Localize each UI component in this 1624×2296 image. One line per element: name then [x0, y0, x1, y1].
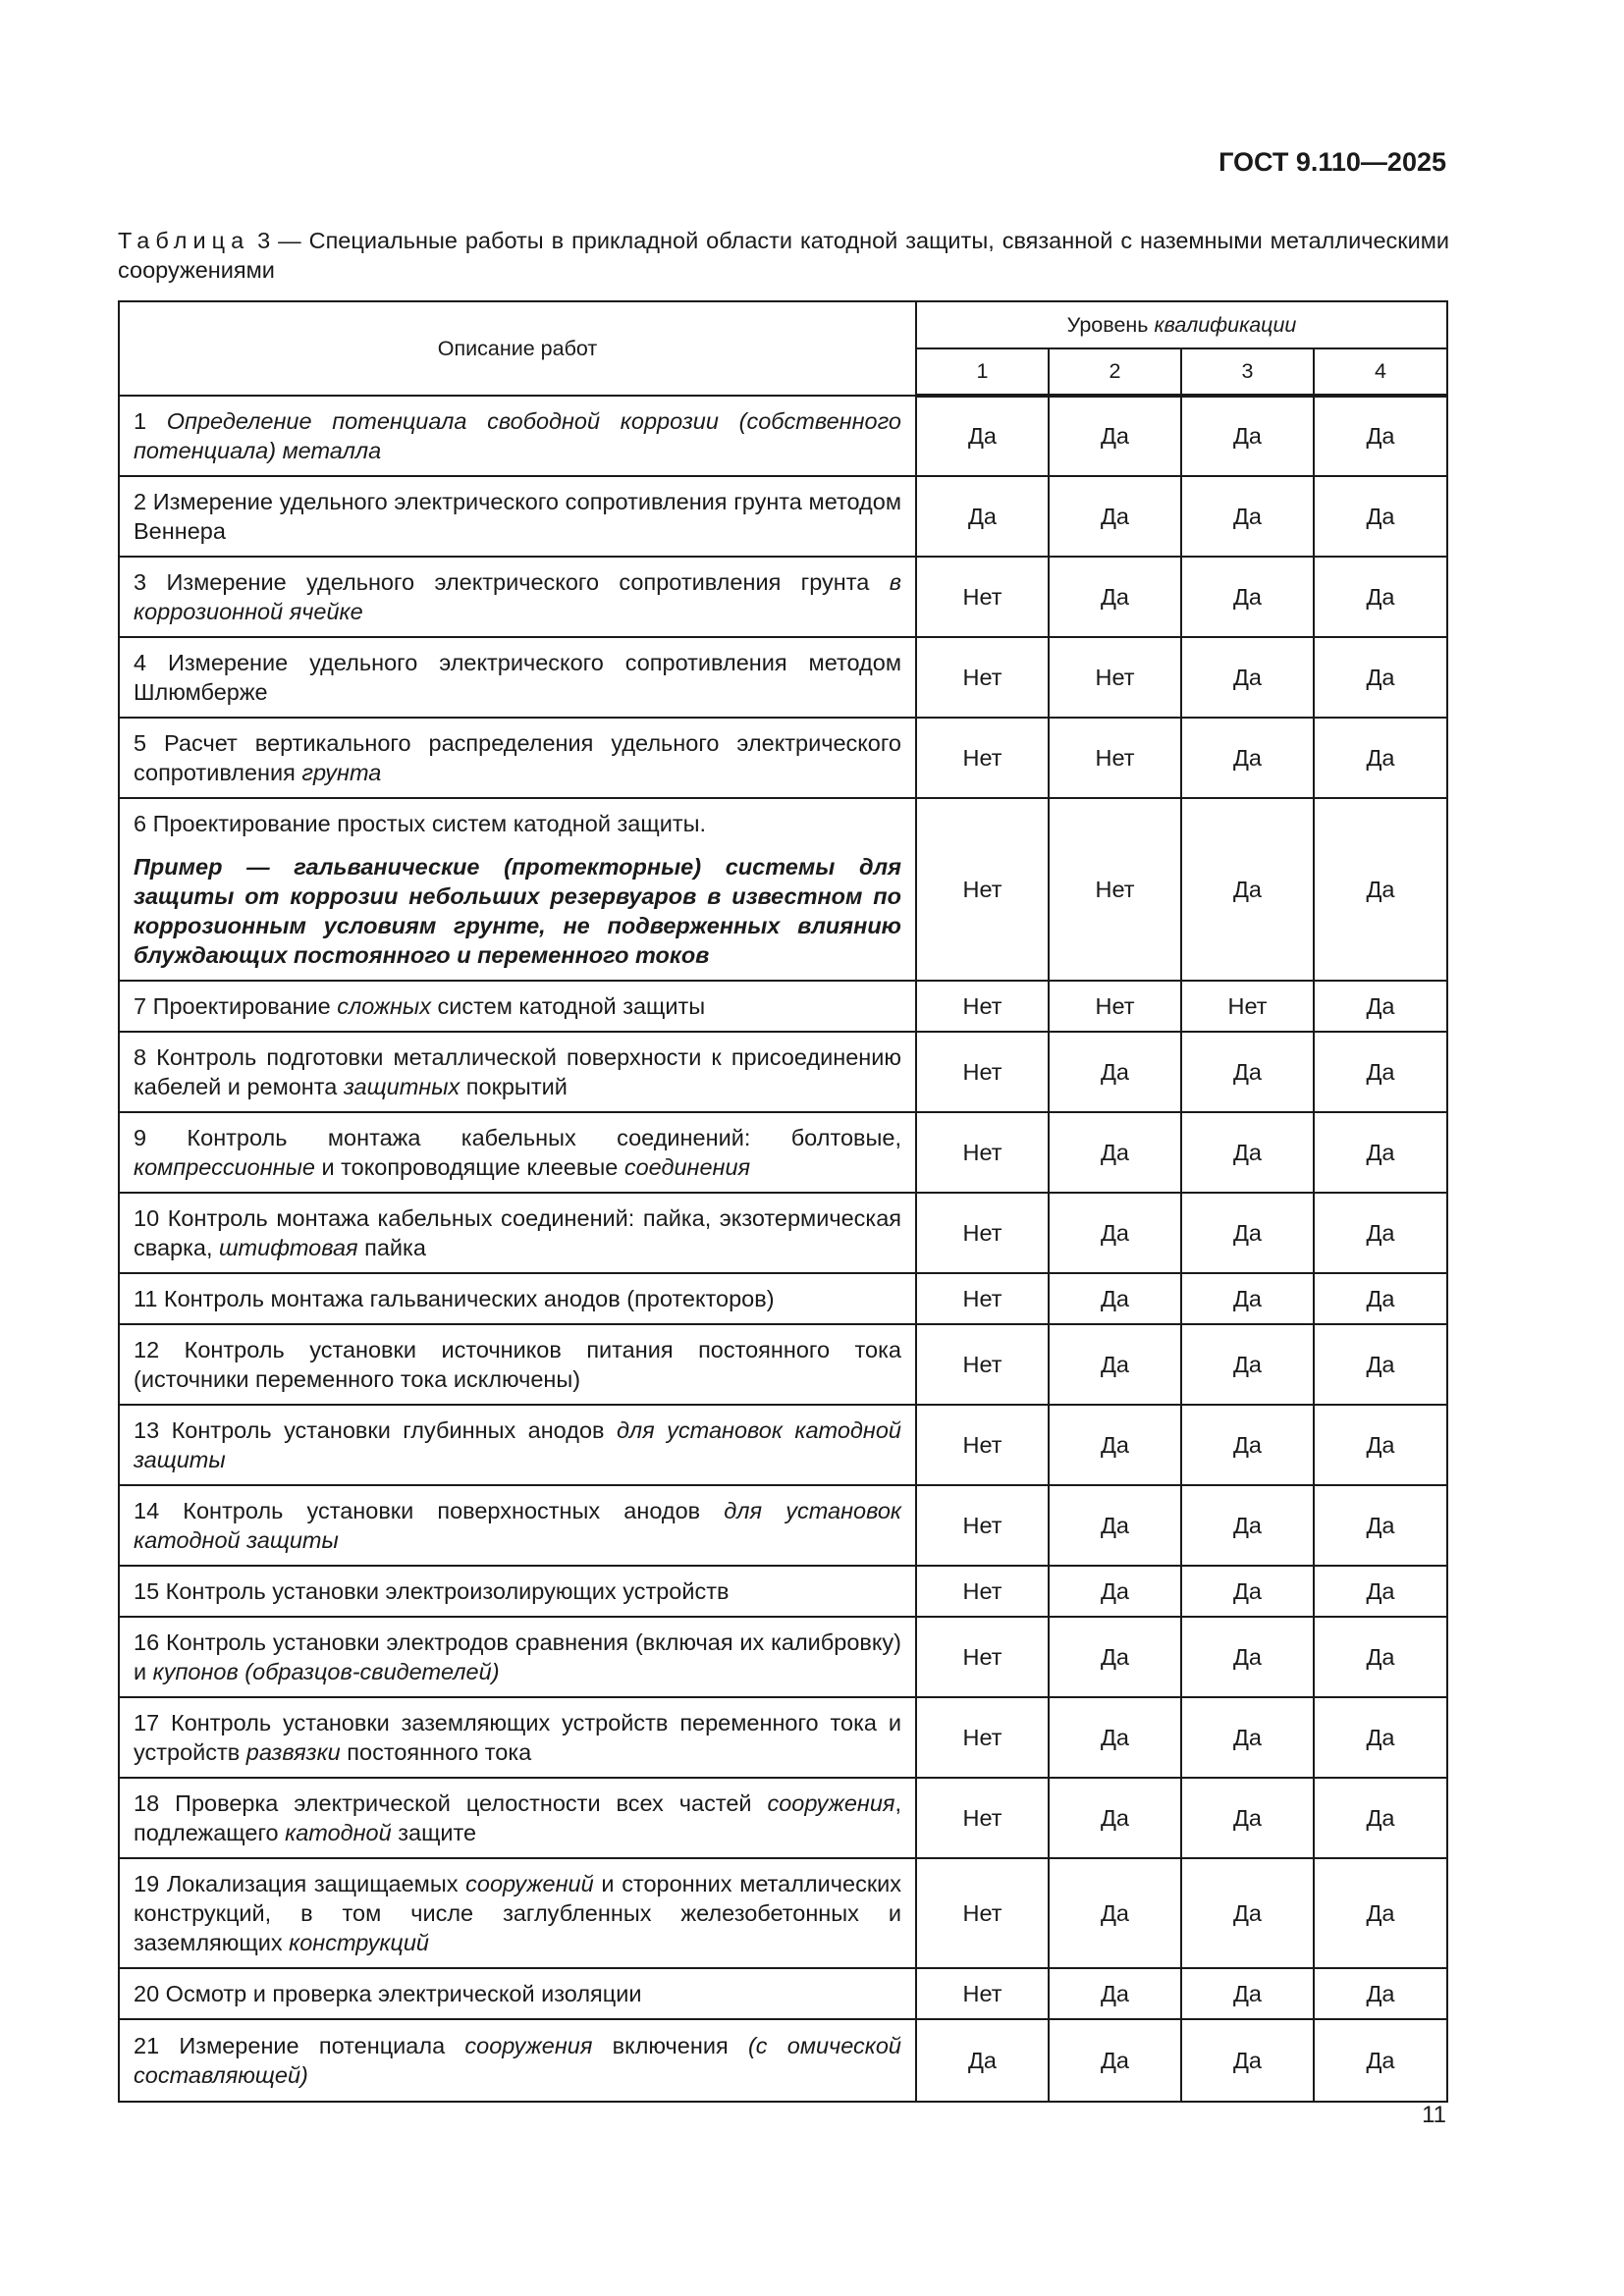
level-1-value: Нет — [916, 1697, 1049, 1778]
level-2-value: Нет — [1049, 981, 1181, 1032]
work-description — [119, 1405, 916, 1485]
level-prefix: Уровень — [1066, 312, 1155, 337]
description-segment: 18 Проверка электрической целостности всех частей — [134, 1790, 768, 1816]
work-description — [119, 396, 916, 476]
description-segment: 16 Контроль установки электродов сравнения (включая их калибровку) и — [134, 1629, 901, 1684]
level-1-value: Нет — [916, 1858, 1049, 1968]
description-italic-segment: защитных — [343, 1074, 460, 1099]
description-segment: 1 — [134, 408, 167, 434]
table-row — [119, 1617, 1447, 1697]
level-1-value: Нет — [916, 1617, 1049, 1697]
description-segment: 17 Контроль установки заземляющих устройств переменного тока и устройств — [134, 1710, 901, 1765]
level-3-value: Да — [1181, 1193, 1314, 1273]
description-text — [134, 648, 901, 707]
level-3-header: 3 — [1181, 348, 1314, 396]
description-text — [134, 1042, 901, 1101]
description-italic-segment: развязки — [245, 1739, 341, 1765]
description-italic-segment: конструкций — [289, 1930, 429, 1955]
level-2-value: Нет — [1049, 637, 1181, 718]
description-text — [134, 567, 901, 626]
work-description — [119, 1968, 916, 2019]
description-text — [134, 1415, 901, 1474]
description-text — [134, 1869, 901, 1957]
work-description — [119, 1193, 916, 1273]
work-description — [119, 637, 916, 718]
description-text — [134, 1789, 901, 1847]
table-row — [119, 1968, 1447, 2019]
level-2-value: Да — [1049, 1112, 1181, 1193]
table-row — [119, 1697, 1447, 1778]
description-text — [134, 1979, 901, 2008]
description-italic-segment: Определение потенциала свободной коррозии (собственного потенциала) металла — [134, 408, 901, 463]
level-1-value: Нет — [916, 1778, 1049, 1858]
level-2-value: Нет — [1049, 718, 1181, 798]
qualification-table — [118, 300, 1448, 2103]
level-2-value: Да — [1049, 1968, 1181, 2019]
description-text — [134, 406, 901, 465]
work-description — [119, 1324, 916, 1405]
level-2-value: Да — [1049, 1697, 1181, 1778]
table-row — [119, 557, 1447, 637]
level-3-value: Да — [1181, 1485, 1314, 1566]
description-segment: систем катодной защиты — [430, 993, 706, 1019]
work-description — [119, 2019, 916, 2102]
page-number: 11 — [1422, 2102, 1446, 2128]
description-text — [134, 1335, 901, 1394]
work-description — [119, 1485, 916, 1566]
description-text — [134, 809, 901, 838]
description-segment: 19 Локализация защищаемых — [134, 1871, 466, 1896]
description-italic-segment: для установок катодной защиты — [134, 1417, 901, 1472]
level-4-value: Да — [1314, 1617, 1447, 1697]
level-1-value: Да — [916, 476, 1049, 557]
description-italic-segment: для установок катодной защиты — [134, 1498, 902, 1553]
level-4-value: Да — [1314, 557, 1447, 637]
level-4-value: Да — [1314, 981, 1447, 1032]
level-2-value: Да — [1049, 476, 1181, 557]
description-segment: и сторонних металлических конструкций, в том числе заглубленных железобетонных и заземляющих — [134, 1871, 901, 1955]
table-row — [119, 1032, 1447, 1112]
description-segment: 21 Измерение потенциала — [134, 2033, 465, 2058]
level-4-value: Да — [1314, 1968, 1447, 2019]
description-italic-segment: компрессионные — [134, 1154, 315, 1180]
work-description — [119, 476, 916, 557]
work-description — [119, 1032, 916, 1112]
level-3-value: Да — [1181, 396, 1314, 476]
description-text — [134, 1203, 901, 1262]
work-description — [119, 1858, 916, 1968]
description-text — [134, 1708, 901, 1767]
level-1-value: Нет — [916, 1193, 1049, 1273]
description-italic-segment: в коррозионной ячейке — [134, 569, 901, 624]
level-2-value: Да — [1049, 1778, 1181, 1858]
work-description — [119, 1566, 916, 1617]
level-4-value: Да — [1314, 798, 1447, 981]
level-2-header: 2 — [1049, 348, 1181, 396]
description-text — [134, 1496, 901, 1555]
caption-number: 3 — — [249, 228, 309, 253]
description-text — [134, 487, 901, 546]
table-row — [119, 981, 1447, 1032]
table-row — [119, 1858, 1447, 1968]
table-body — [119, 396, 1447, 2102]
level-4-value: Да — [1314, 1032, 1447, 1112]
level-title: квалификации — [1154, 312, 1297, 337]
table-row — [119, 1112, 1447, 1193]
level-2-value: Нет — [1049, 798, 1181, 981]
level-4-value: Да — [1314, 2019, 1447, 2102]
table-row — [119, 1778, 1447, 1858]
level-4-header: 4 — [1314, 348, 1447, 396]
description-segment: пайка — [357, 1235, 426, 1260]
level-1-value: Нет — [916, 1112, 1049, 1193]
level-4-value: Да — [1314, 1566, 1447, 1617]
level-4-value: Да — [1314, 1858, 1447, 1968]
description-segment: защите — [391, 1820, 477, 1845]
level-4-value: Да — [1314, 1193, 1447, 1273]
work-description — [119, 1273, 916, 1324]
work-description — [119, 981, 916, 1032]
table-row — [119, 1273, 1447, 1324]
level-1-value: Да — [916, 396, 1049, 476]
work-description — [119, 1697, 916, 1778]
level-3-value: Да — [1181, 1324, 1314, 1405]
level-4-value: Да — [1314, 1273, 1447, 1324]
level-3-value: Да — [1181, 718, 1314, 798]
description-segment: 4 Измерение удельного электрического сопротивления методом Шлюмберже — [134, 650, 901, 705]
level-1-value: Нет — [916, 1405, 1049, 1485]
description-segment: и токопроводящие клеевые — [314, 1154, 624, 1180]
description-text — [134, 728, 901, 787]
level-2-value: Да — [1049, 2019, 1181, 2102]
level-3-value: Да — [1181, 1112, 1314, 1193]
table-row — [119, 1193, 1447, 1273]
level-3-value: Да — [1181, 637, 1314, 718]
description-segment: 7 Проектирование — [134, 993, 338, 1019]
level-4-value: Да — [1314, 1697, 1447, 1778]
description-text — [134, 1576, 901, 1606]
document-header: ГОСТ 9.110—2025 — [1218, 147, 1446, 177]
level-4-value: Да — [1314, 1324, 1447, 1405]
caption-text: Специальные работы в прикладной области катодной защиты, связанной с наземными металлическими сооружениями — [118, 228, 1449, 283]
level-2-value: Да — [1049, 1858, 1181, 1968]
description-segment: 20 Осмотр и проверка электрической изоляции — [134, 1981, 642, 2006]
level-3-value: Да — [1181, 1858, 1314, 1968]
description-segment: 15 Контроль установки электроизолирующих устройств — [134, 1578, 730, 1604]
level-3-value: Да — [1181, 476, 1314, 557]
column-header-description: Описание работ — [119, 301, 916, 396]
table-row — [119, 1405, 1447, 1485]
description-segment: 5 Расчет вертикального распределения удельного электрического сопротивления — [134, 730, 901, 785]
level-2-value: Да — [1049, 1405, 1181, 1485]
table-row — [119, 1485, 1447, 1566]
level-2-value: Да — [1049, 1485, 1181, 1566]
level-4-value: Да — [1314, 476, 1447, 557]
level-1-value: Да — [916, 2019, 1049, 2102]
table-caption — [118, 226, 1449, 285]
description-segment: включения — [592, 2033, 748, 2058]
work-description — [119, 798, 916, 981]
description-italic-segment: (с омической составляющей) — [134, 2033, 901, 2088]
description-italic-segment: соединения — [623, 1154, 751, 1180]
level-3-value: Да — [1181, 1405, 1314, 1485]
level-4-value: Да — [1314, 1112, 1447, 1193]
table-row — [119, 637, 1447, 718]
description-segment: 12 Контроль установки источников питания постоянного тока (источники переменного тока исключены) — [134, 1337, 901, 1392]
level-3-value: Да — [1181, 1032, 1314, 1112]
level-1-value: Нет — [916, 1324, 1049, 1405]
level-3-value: Да — [1181, 557, 1314, 637]
work-description — [119, 1778, 916, 1858]
description-italic-segment: сооружения — [767, 1790, 895, 1816]
description-text — [134, 991, 901, 1021]
work-description — [119, 1617, 916, 1697]
example-note: Пример — гальванические (протекторные) системы для защиты от коррозии небольших резервуаров в известном по коррозионным условиям грунте, не подверженных влиянию блуждающих постоянного и переменного токов — [134, 854, 901, 968]
level-4-value: Да — [1314, 1778, 1447, 1858]
level-4-value: Да — [1314, 1405, 1447, 1485]
level-4-value: Да — [1314, 1485, 1447, 1566]
level-3-value: Да — [1181, 1273, 1314, 1324]
level-2-value: Да — [1049, 1032, 1181, 1112]
level-3-value: Да — [1181, 1617, 1314, 1697]
description-segment: постоянного тока — [340, 1739, 532, 1765]
description-text — [134, 2031, 901, 2090]
level-3-value: Да — [1181, 1566, 1314, 1617]
description-italic-segment: катодной — [285, 1820, 392, 1845]
level-4-value: Да — [1314, 396, 1447, 476]
work-description — [119, 718, 916, 798]
level-3-value: Да — [1181, 2019, 1314, 2102]
level-2-value: Да — [1049, 1324, 1181, 1405]
level-2-value: Да — [1049, 557, 1181, 637]
table-row — [119, 718, 1447, 798]
level-3-value: Да — [1181, 1697, 1314, 1778]
description-text — [134, 1284, 901, 1313]
description-segment: 3 Измерение удельного электрического сопротивления грунта — [134, 569, 890, 595]
level-1-value: Нет — [916, 1485, 1049, 1566]
table-row — [119, 396, 1447, 476]
description-segment: покрытий — [460, 1074, 568, 1099]
description-segment: 11 Контроль монтажа гальванических анодов (протекторов) — [134, 1286, 775, 1311]
description-segment: 8 Контроль подготовки металлической поверхности к присоединению кабелей и ремонта — [134, 1044, 901, 1099]
description-italic-segment: сложных — [337, 993, 431, 1019]
level-2-value: Да — [1049, 1566, 1181, 1617]
level-1-value: Нет — [916, 1968, 1049, 2019]
level-2-value: Да — [1049, 396, 1181, 476]
level-3-value: Да — [1181, 1778, 1314, 1858]
level-1-value: Нет — [916, 798, 1049, 981]
description-segment: , подлежащего — [134, 1790, 901, 1845]
level-2-value: Да — [1049, 1617, 1181, 1697]
table-row — [119, 2019, 1447, 2102]
description-segment: 6 Проектирование простых систем катодной защиты. — [134, 811, 707, 836]
level-2-value: Да — [1049, 1273, 1181, 1324]
level-1-value: Нет — [916, 1032, 1049, 1112]
level-3-value: Да — [1181, 1968, 1314, 2019]
level-1-value: Нет — [916, 718, 1049, 798]
description-segment: 2 Измерение удельного электрического сопротивления грунта методом Веннера — [134, 489, 901, 544]
level-3-value: Нет — [1181, 981, 1314, 1032]
description-segment: 14 Контроль установки поверхностных анодов — [134, 1498, 725, 1523]
work-description — [119, 1112, 916, 1193]
description-segment: 13 Контроль установки глубинных анодов — [134, 1417, 617, 1443]
level-1-value: Нет — [916, 1273, 1049, 1324]
table-row — [119, 798, 1447, 981]
level-1-value: Нет — [916, 637, 1049, 718]
description-italic-segment: штифтовая — [219, 1235, 358, 1260]
level-1-value: Нет — [916, 557, 1049, 637]
level-3-value: Да — [1181, 798, 1314, 981]
description-segment: 10 Контроль монтажа кабельных соединений: пайка, экзотермическая сварка, — [134, 1205, 901, 1260]
level-1-value: Нет — [916, 1566, 1049, 1617]
description-italic-segment: купонов (образцов-свидетелей) — [152, 1659, 500, 1684]
description-text — [134, 1628, 901, 1686]
table-row — [119, 1566, 1447, 1617]
description-segment: 9 Контроль монтажа кабельных соединений: болтовые, — [134, 1125, 901, 1150]
caption-label: Таблица — [118, 228, 250, 253]
table-row — [119, 476, 1447, 557]
column-header-level — [916, 301, 1447, 348]
description-text — [134, 1123, 901, 1182]
level-1-header: 1 — [916, 348, 1049, 396]
description-italic-segment: сооружения — [464, 2033, 593, 2058]
level-2-value: Да — [1049, 1193, 1181, 1273]
description-italic-segment: сооружений — [465, 1871, 594, 1896]
table-row — [119, 1324, 1447, 1405]
level-4-value: Да — [1314, 637, 1447, 718]
level-4-value: Да — [1314, 718, 1447, 798]
level-1-value: Нет — [916, 981, 1049, 1032]
work-description — [119, 557, 916, 637]
description-italic-segment: грунта — [301, 760, 382, 785]
